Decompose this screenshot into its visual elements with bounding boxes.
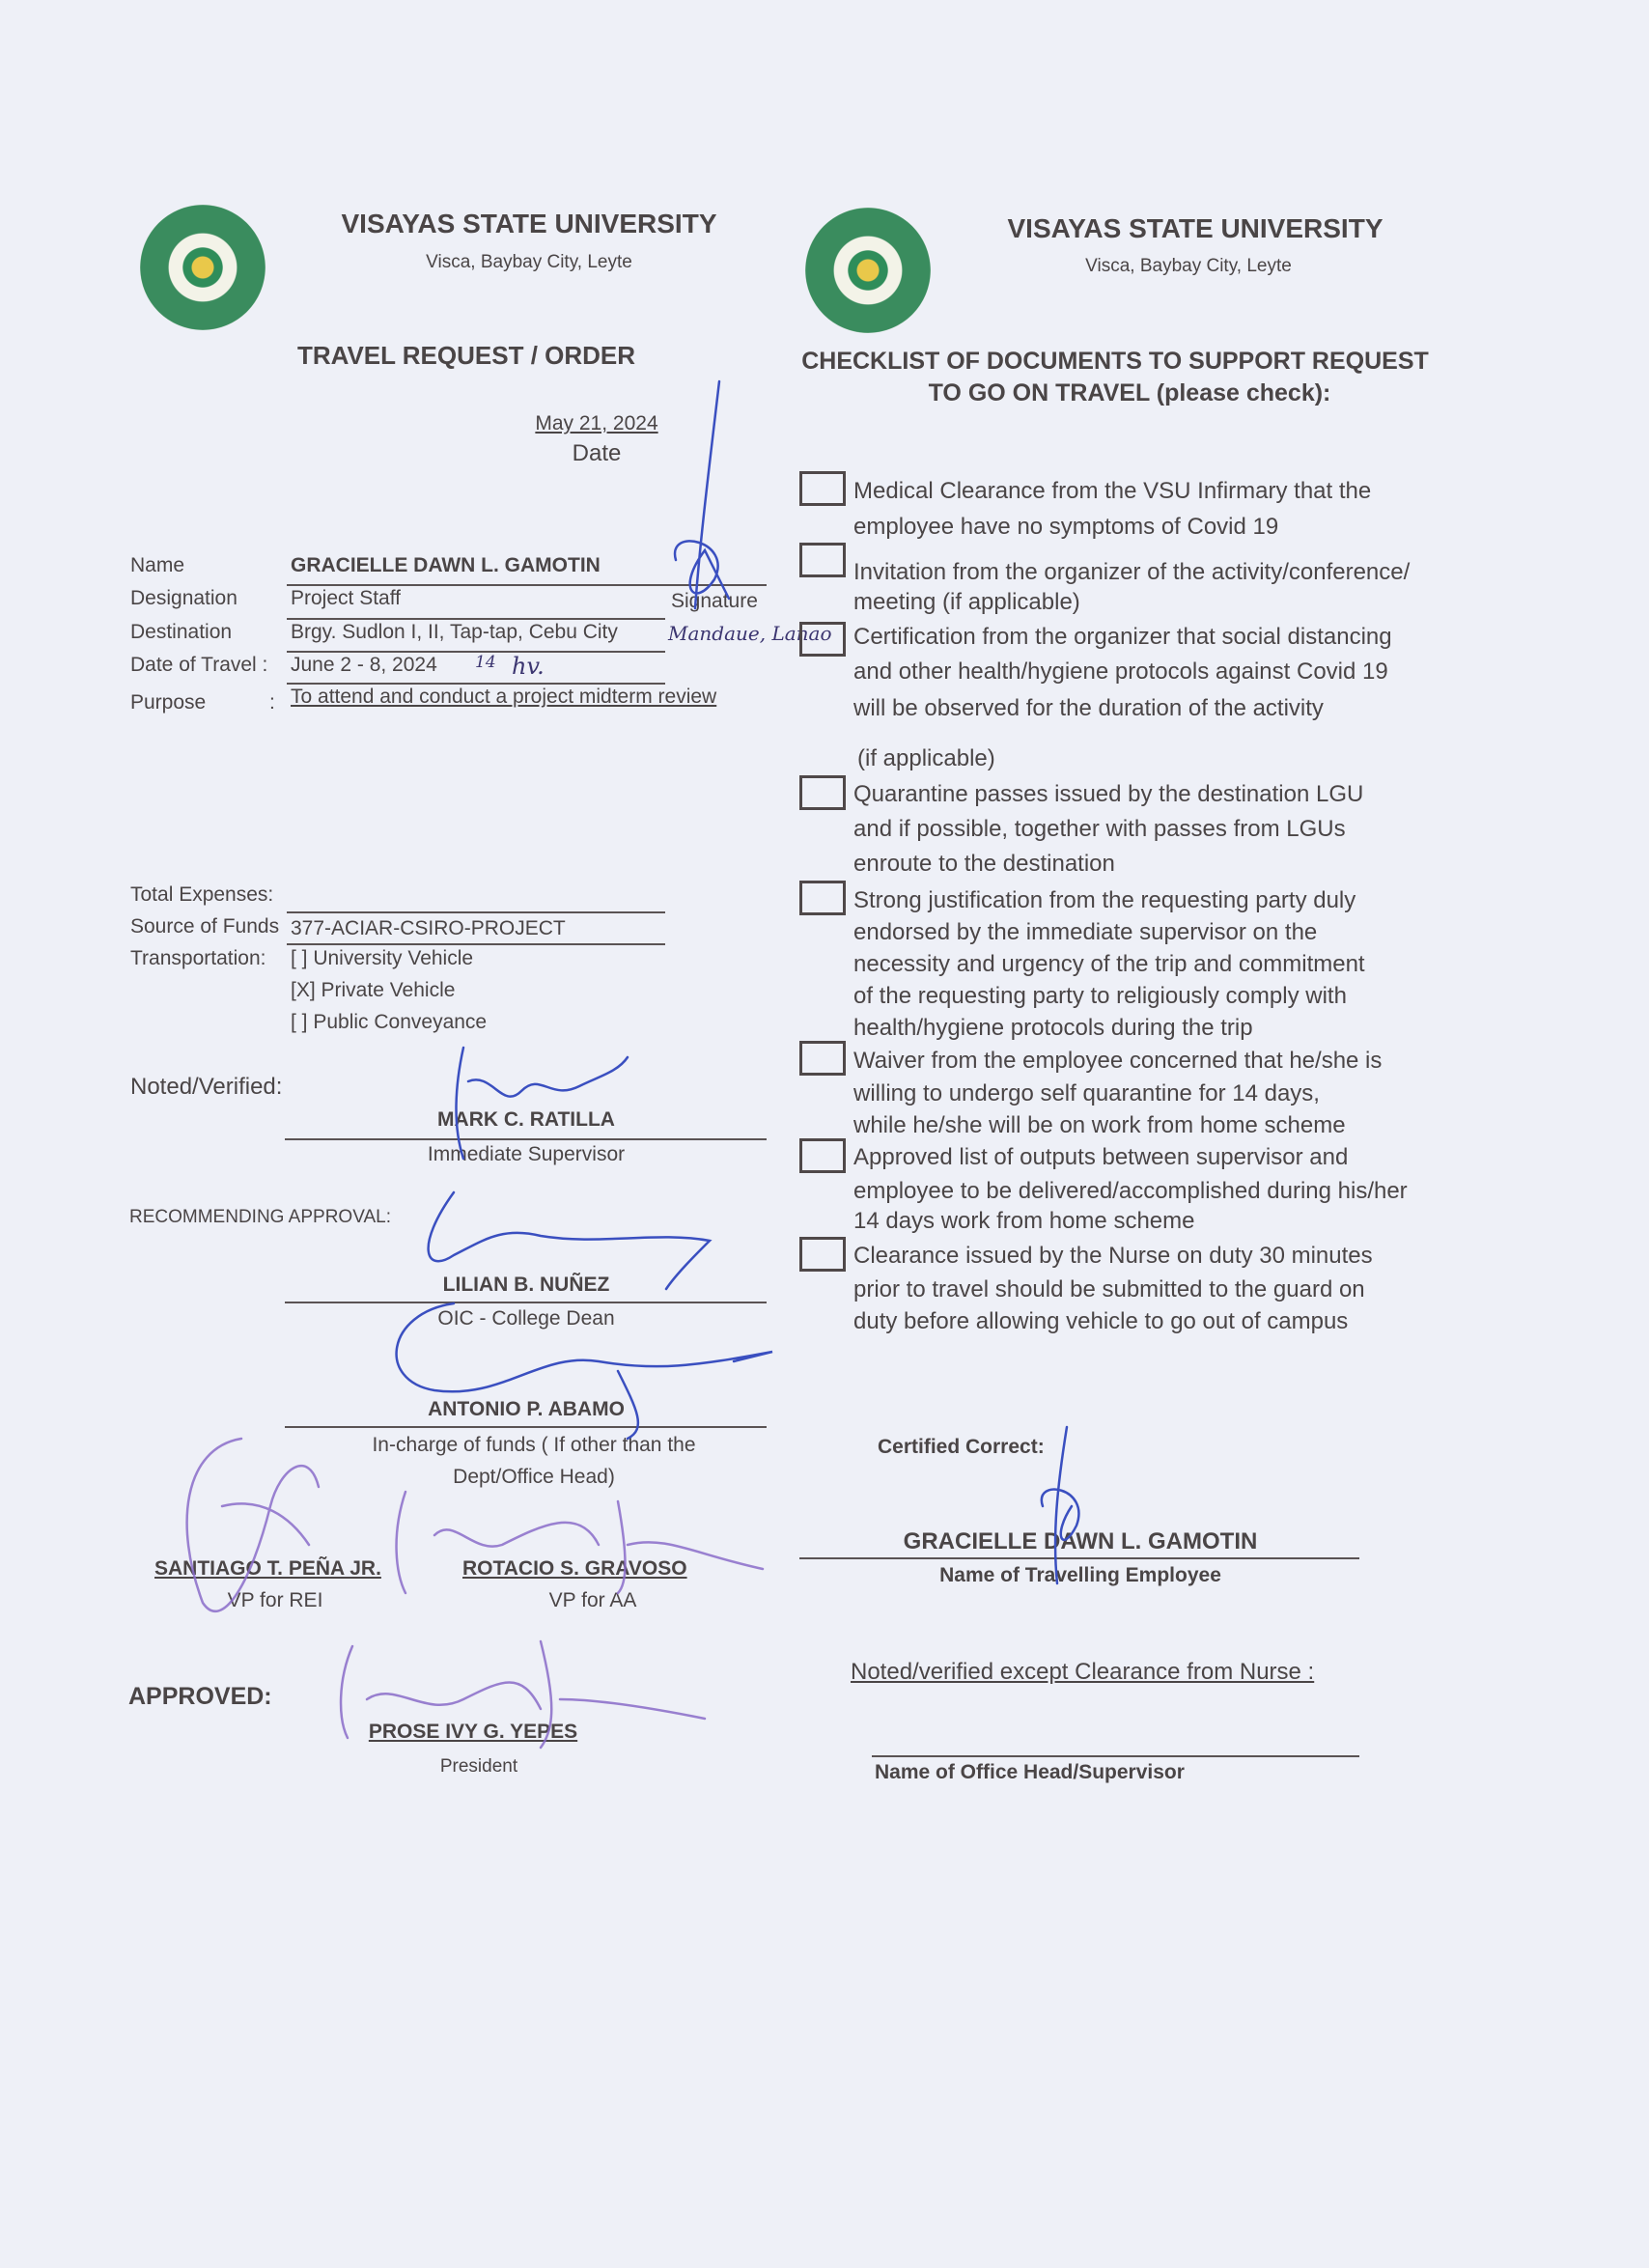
funds-officer-title-2: Dept/Office Head) bbox=[453, 1466, 615, 1488]
dean-line bbox=[285, 1302, 767, 1303]
purpose-value: To attend and conduct a project midterm review bbox=[291, 686, 717, 708]
checklist-item-text: Invitation from the organizer of the activity/conference/ bbox=[853, 559, 1411, 585]
checklist-item-text: will be observed for the duration of the activity bbox=[853, 695, 1324, 721]
destination-label: Destination bbox=[130, 621, 233, 643]
transport-public-conveyance: [ ] Public Conveyance bbox=[291, 1011, 488, 1033]
supervisor-signature bbox=[457, 1048, 629, 1159]
travel-date-label: Date of Travel : bbox=[130, 654, 268, 676]
checklist-item-text: 14 days work from home scheme bbox=[853, 1208, 1195, 1234]
checklist-checkbox[interactable] bbox=[799, 1138, 846, 1173]
checklist-item-text: employee to be delivered/accomplished during his/her bbox=[853, 1178, 1408, 1204]
noted-label: Noted/Verified: bbox=[130, 1074, 283, 1100]
checklist-item-text: Clearance issued by the Nurse on duty 30 minutes bbox=[853, 1243, 1373, 1269]
checklist-item-text: Quarantine passes issued by the destination LGU bbox=[853, 781, 1364, 807]
vp-rei-signature bbox=[187, 1439, 319, 1611]
date-label: Date bbox=[572, 440, 622, 466]
president-title: President bbox=[439, 1756, 518, 1777]
checklist-item-text: Waiver from the employee concerned that he/she is bbox=[853, 1048, 1383, 1074]
office-head-line bbox=[872, 1755, 1359, 1757]
checklist-item-text: Strong justification from the requesting party duly bbox=[853, 887, 1356, 913]
funds-officer-line bbox=[285, 1426, 767, 1428]
university-address: Visca, Baybay City, Leyte bbox=[426, 252, 632, 272]
employee-line bbox=[799, 1557, 1359, 1559]
designation-line bbox=[287, 618, 665, 620]
checklist-item-text: duty before allowing vehicle to go out of campus bbox=[853, 1308, 1349, 1334]
supervisor-line bbox=[285, 1138, 767, 1140]
transport-private-vehicle: [X] Private Vehicle bbox=[291, 979, 456, 1001]
approved-label: APPROVED: bbox=[128, 1683, 272, 1710]
checklist-item-text: and if possible, together with passes from LGUs bbox=[853, 816, 1346, 842]
certified-label: Certified Correct: bbox=[878, 1436, 1045, 1458]
checklist-item-text: endorsed by the immediate supervisor on the bbox=[853, 919, 1318, 945]
name-value: GRACIELLE DAWN L. GAMOTIN bbox=[291, 554, 601, 576]
funds-officer-name: ANTONIO P. ABAMO bbox=[428, 1398, 625, 1420]
vsu-seal-logo bbox=[140, 205, 266, 330]
checklist-item-text: willing to undergo self quarantine for 14 days, bbox=[853, 1080, 1320, 1106]
checklist-item-text: employee have no symptoms of Covid 19 bbox=[853, 514, 1279, 540]
checklist-checkbox[interactable] bbox=[799, 881, 846, 915]
form-title: TRAVEL REQUEST / ORDER bbox=[296, 341, 636, 370]
funds-officer-title-1: In-charge of funds ( If other than the bbox=[372, 1434, 696, 1456]
purpose-label: Purpose bbox=[130, 691, 207, 714]
supervisor-name: MARK C. RATILLA bbox=[437, 1108, 615, 1131]
dean-name: LILIAN B. NUÑEZ bbox=[442, 1274, 610, 1296]
checklist-item-text: while he/she will be on work from home scheme bbox=[853, 1112, 1346, 1138]
checklist-heading-2: TO GO ON TRAVEL (please check): bbox=[928, 379, 1331, 406]
travel-date-value: June 2 - 8, 2024 bbox=[291, 654, 437, 676]
checklist-checkbox[interactable] bbox=[799, 622, 846, 657]
checklist-checkbox[interactable] bbox=[799, 543, 846, 577]
checklist-item-text: and other health/hygiene protocols against Covid 19 bbox=[853, 658, 1388, 685]
vp-aa-name: ROTACIO S. GRAVOSO bbox=[462, 1557, 687, 1580]
designation-value: Project Staff bbox=[291, 587, 402, 609]
employee-name: GRACIELLE DAWN L. GAMOTIN bbox=[903, 1528, 1258, 1554]
funds-line bbox=[287, 943, 665, 945]
checklist-checkbox[interactable] bbox=[799, 1237, 846, 1272]
destination-value: Brgy. Sudlon I, II, Tap-tap, Cebu City bbox=[291, 621, 618, 643]
transport-label: Transportation: bbox=[130, 947, 266, 969]
funds-label: Source of Funds bbox=[130, 915, 280, 938]
applicant-signature bbox=[675, 381, 729, 608]
signature-label: Signature bbox=[671, 590, 758, 612]
expenses-line bbox=[287, 911, 665, 913]
university-address-right: Visca, Baybay City, Leyte bbox=[1085, 256, 1292, 276]
vsu-seal-logo-right bbox=[805, 208, 931, 333]
university-name: VISAYAS STATE UNIVERSITY bbox=[341, 209, 717, 238]
checklist-item-text: Certification from the organizer that social distancing bbox=[853, 624, 1392, 650]
checklist-item-text: health/hygiene protocols during the trip bbox=[853, 1015, 1253, 1041]
noted-except-label: Noted/verified except Clearance from Nurse : bbox=[851, 1659, 1315, 1685]
recommending-label: RECOMMENDING APPROVAL: bbox=[129, 1207, 391, 1227]
checklist-checkbox[interactable] bbox=[799, 1041, 846, 1076]
handwritten-date-correction: 14 bbox=[475, 653, 496, 672]
name-line bbox=[287, 584, 767, 586]
president-name: PROSE IVY G. YEPES bbox=[368, 1721, 578, 1743]
office-head-caption: Name of Office Head/Supervisor bbox=[875, 1761, 1185, 1783]
checklist-checkbox[interactable] bbox=[799, 471, 846, 506]
university-name-right: VISAYAS STATE UNIVERSITY bbox=[1007, 213, 1383, 243]
checklist-item-text: meeting (if applicable) bbox=[853, 589, 1080, 615]
expenses-label: Total Expenses: bbox=[130, 883, 274, 906]
checklist-item-text: Approved list of outputs between supervisor and bbox=[853, 1144, 1349, 1170]
request-date: May 21, 2024 bbox=[535, 412, 658, 434]
vp-rei-title: VP for REI bbox=[227, 1589, 323, 1611]
checklist-item-text: enroute to the destination bbox=[853, 851, 1115, 877]
checklist-item-text: (if applicable) bbox=[857, 745, 995, 771]
vp-rei-name: SANTIAGO T. PEÑA JR. bbox=[154, 1557, 381, 1580]
checklist-checkbox[interactable] bbox=[799, 775, 846, 810]
checklist-item-text: of the requesting party to religiously comply with bbox=[853, 983, 1347, 1009]
checklist-heading-1: CHECKLIST OF DOCUMENTS TO SUPPORT REQUEST bbox=[801, 348, 1429, 375]
handwritten-initials: hv. bbox=[512, 653, 545, 680]
employee-caption: Name of Travelling Employee bbox=[939, 1564, 1221, 1586]
checklist-item-text: necessity and urgency of the trip and commitment bbox=[853, 951, 1365, 977]
funds-value: 377-ACIAR-CSIRO-PROJECT bbox=[291, 917, 566, 939]
name-label: Name bbox=[130, 554, 185, 576]
travel-date-line bbox=[287, 683, 665, 685]
designation-label: Designation bbox=[130, 587, 238, 609]
handwritten-destination-addition: Mandaue, Lanao bbox=[668, 622, 832, 645]
supervisor-title: Immediate Supervisor bbox=[427, 1143, 626, 1165]
checklist-item-text: Medical Clearance from the VSU Infirmary that the bbox=[853, 478, 1372, 504]
vp-aa-title: VP for AA bbox=[548, 1589, 637, 1611]
checklist-item-text: prior to travel should be submitted to the guard on bbox=[853, 1276, 1365, 1302]
transport-university-vehicle: [ ] University Vehicle bbox=[291, 947, 474, 969]
certifier-signature bbox=[1042, 1427, 1079, 1583]
purpose-colon: : bbox=[269, 691, 275, 714]
dean-title: OIC - College Dean bbox=[437, 1307, 615, 1330]
